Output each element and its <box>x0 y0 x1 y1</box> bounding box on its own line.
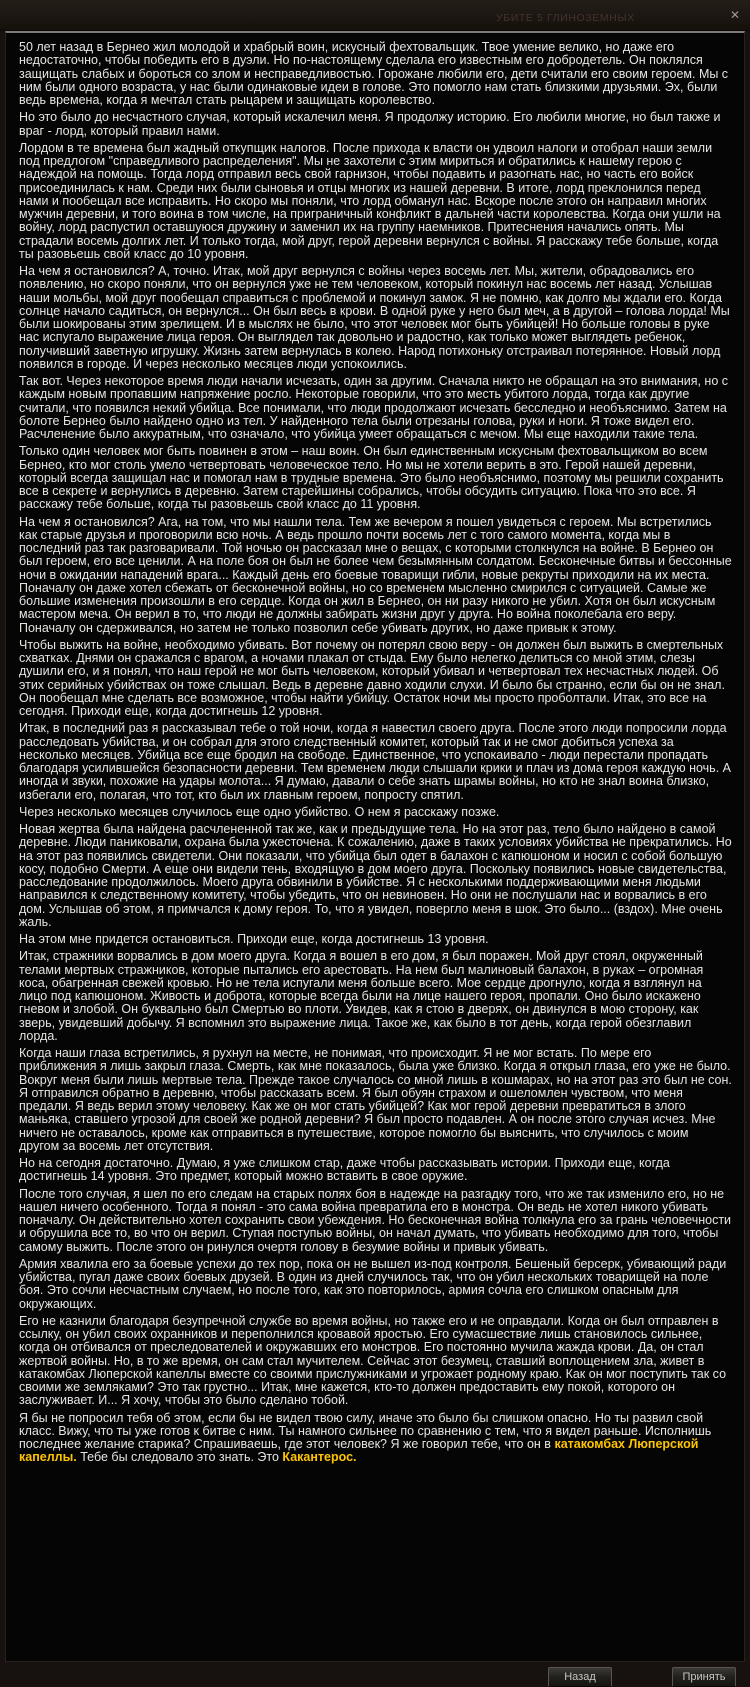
dialog-paragraph <box>19 806 732 819</box>
back-button[interactable]: Назад <box>548 1667 612 1687</box>
dialog-text-segment: На чем я остановился? Ага, на том, что мы нашли тела. Тем же вечером я пошел увидеться с героем. Мы встретились как старые друзья и проговорили всю ночь. А ведь прошло почти восемь лет с того самого момента, когда мы в последний раз так разговаривали. Той ночью он рассказал мне о вещах, с которыми столкнулся на войне. В Бернео он был героем, его все ценили. А на поле боя он был не более чем безымянным солдатом. Бесконечные битвы и бессонные ночи в ожидании нападений врага... Каждый день его боевые товарищи гибли, новые рекруты приходили на их места. Поначалу он даже хотел сбежать от бесконечной войны, но со временем мысленно смирился с ситуацией. Самые же большие изменения произошли в его сердце. Когда он жил в Бернео, он ни разу никого не убил. Хотя он был искусным мастером меча. Он верил в то, что люди не должны забирать жизни друг у друга. Но война поколебала его веру. Поначалу он сдерживался, но затем не только позволил себе убивать других, но даже привык к этому. <box>19 514 732 635</box>
dialog-panel <box>5 31 745 1662</box>
dialog-text-segment: Так вот. Через некоторое время люди начали исчезать, один за другим. Сначала никто не обращал на это внимания, но с каждым новым пропавшим напряжение росло. Некоторые говорили, что это месть убитого лорда, тогда как другие считали, что появился некий убийца. Все понимали, что люди продолжают исчезать бесследно и необъяснимо. Затем на болоте Бернео было найдено одно из тел. У найденного тела были отрезаны голова, руки и ноги. Я тоже видел его. Расчленение было аккуратным, что означало, что убийца умеет обращаться с мечом. Мы еще находили такие тела. <box>19 374 728 441</box>
dialog-text-segment: После того случая, я шел по его следам на старых полях боя в надежде на разгадку того, что же так изменило его, но не нашел ничего особенного. Тогда я понял - это сама война превратила его в монстра. Он ведь не хотел никого убивать поначалу. Он действительно хотел сохранить свои убеждения. Но бесконечная война толкнула его за грань человечности и обрушила все то, во что он верил. Ступая поступью войны, он начал думать, что убивать необходимо для того, чтобы самому выжить. После этого он ринулся очертя голову в безумие войны и привык убивать. <box>19 1186 732 1254</box>
dialog-text-segment: Итак, в последний раз я рассказывал тебе о той ночи, когда я навестил своего друга. После этого люди попросили лорда расследовать убийства, и он собрал для этого следственный комитет, который так и не смог добиться успеха за несколько месяцев. Убийца все еще бродил на свободе. Единственное, что успокаивало - люди перестали пропадать благодаря усилившейся безопасности деревни. Тем временем люди слышали крики и плач из дома героя каждую ночь. А иногда и звуки, похожие на удары молота... Я думаю, давали о себе знать шрамы войны, но кто не знал воина близко, избегали его, полагая, что тот, кто был их главным героем, попросту спятил. <box>19 721 731 802</box>
quest-keyword-link[interactable]: катакомбах Люперской капеллы. <box>19 1437 699 1465</box>
dialog-text-segment: Армия хвалила его за боевые успехи до тех пор, пока он не вышел из-под контроля. Бешеный берсерк, убивающий ради убийства, пугал даже своих боевых друзей. В один из дней случилось так, что он убил нескольких товарищей на поле боя. Это сочли несчастным случаем, но после того, как это повторилось, армия сочла его слишком опасным для окружающих. <box>19 1256 727 1311</box>
dialog-text-segment: Чтобы выжить на войне, необходимо убивать. Вот почему он потерял свою веру - он должен был выжить в смертельных схватках. Днями он сражался с врагом, а ночами плакал от стыда. Ему было нелегко делиться со мной этим, слезы душили его, и я понял, что наш герой не мог быть человеком, который убивал и четвертовал тех несчастных людей. Об этих серийных убийствах он тоже слышал. Ведь в деревне давно ходили слухи. И было бы странно, если бы он не знал. Он пообещал мне сделать все возможное, чтобы найти убийцу. Остаток ночи мы просто проболтали. Итак, это все на сегодня. Приходи еще, когда достигнешь 12 уровня. <box>19 637 725 718</box>
dialog-paragraph <box>19 142 732 261</box>
dialog-text-segment: Только один человек мог быть повинен в этом – наш воин. Он был единственным искусным фехтовальщиком во всем Бернео, кто мог столь умело четвертовать человеческое тело. Но мы не хотели верить в это. Герой нашей деревни, который всегда защищал нас и помогал нам в трудные времена. Это было необъяснимо, поэтому мы решили сохранить все в секрете и вернулись в деревню. Затем старейшины собрались, чтобы обсудить ситуацию. Пока что это все. Я расскажу тебе больше, когда ты разовьешь свой класс до 11 уровня. <box>19 444 724 512</box>
dialog-paragraph <box>19 111 732 138</box>
dialog-paragraph <box>19 639 732 719</box>
dialog-paragraph <box>19 1157 732 1184</box>
dialog-text-segment: Лордом в те времена был жадный откупщик налогов. После прихода к власти он удвоил налоги и отобрал наши земли под предлогом "справедливого распределения". Мы не захотели с этим мириться и обратились к нашему герою с надеждой на помощь. Тогда лорд отправил весь свой гарнизон, чтобы подавить и разогнать нас, но часть его войск присоединилась к нам. Среди них были сыновья и отцы многих из нашей деревни. В итоге, лорд преклонился перед нами и пообещал все исправить. Но скоро мы поняли, что лорд обманул нас. Вскоре после этого он направил многих мужчин деревни, и того воина в том числе, на приграничный конфликт в дальней части королевства. Когда они ушли на войну, лорд распустил оставшуюся дружину и заменил их на группу наемников. Притеснения начались опять. Мы страдали восемь долгих лет. И только тогда, мой друг, герой деревни вернулся с войны. Я расскажу тебе больше, когда ты разовьешь свой класс до 10 уровня. <box>19 140 721 261</box>
quest-keyword-link[interactable]: Какантерос. <box>282 1450 357 1465</box>
dialog-text-segment: Через несколько месяцев случилось еще одно убийство. О нем я расскажу позже. <box>19 804 500 819</box>
dialog-paragraph <box>19 722 732 802</box>
dialog-paragraph <box>19 41 732 107</box>
dialog-text-segment: Тебе бы следовало это знать. Это <box>76 1450 283 1465</box>
dialog-text-segment: Когда наши глаза встретились, я рухнул на месте, не понимая, что происходит. Я не мог встать. По мере его приближения я лишь закрыл глаза. Смерть, как мне показалось, была уже близко. Когда я открыл глаза, его уже не было. Вокруг меня были лишь мертвые тела. Прежде такое случалось со мной лишь в кошмарах, но на этот раз это был не сон. Я отправился обратно в деревню, чтобы рассказать всем. Я был обуян страхом и ошеломлен чувством, что меня предали. Я ведь верил этому человеку. Как же он мог стать убийцей? Как мог герой деревни превратиться в злого маньяка, ставшего угрозой для своей же родной деревни? Я был просто подавлен. А он после этого случая исчез. Мне ничего не оставалось, кроме как отправиться в путешествие, которое помогло бы выяснить, что случилось с моим другом за восемь лет отсутствия. <box>19 1046 732 1153</box>
dialog-text-segment: Его не казнили благодаря безупречной службе во время войны, но также его и не оправдали. Когда он был отправлен в ссылку, он убил своих охранников и переполнился кровавой яростью. Его сумасшествие лишь становилось сильнее, когда он отбивался от преследователей и окружавших его монстров. Его постоянно мучила жажда крови. Да, он стал жертвой войны. Но, в то же время, он сам стал мучителем. Сейчас этот безумец, ставший воплощением зла, живет в катакомбах Люперской капеллы вместе со своими прислужниками и угрожает родному краю. Как он мог поступить так со своими же земляками? Это так грустно... Итак, мне кажется, кто-то должен предоставить ему покой, которого он заслуживает. И... Я хочу, чтобы это было сделано тобой. <box>19 1313 727 1408</box>
dialog-paragraph <box>19 516 732 635</box>
dialog-paragraph <box>19 823 732 929</box>
dialog-text-segment: На чем я остановился? А, точно. Итак, мой друг вернулся с войны через восемь лет. Мы, жители, обрадовались его появлению, но скоро поняли, что он вернулся уже не тем человеком, который покинул нас восемь лет назад. Услышав наши мольбы, мой друг пообещал справиться с проблемой и покинул замок. Я не помню, как долго мы ждали его. Когда солнце начало садиться, он вернулся... Он был весь в крови. В одной руке у него был меч, а в другой – голова лорда! Мы были шокированы этим зрелищем. И в мыслях не было, что этот человек мог быть убийцей! Но больше головы в руке нас испугало выражение лица героя. Он выглядел так довольно и радостно, как только может выглядеть ребенок, получивший заветную игрушку. Жизнь затем вернулась в колею. Народ потихоньку отстраивал потерянное. Новый лорд появился в городе. И через несколько месяцев люди успокоились. <box>19 264 730 371</box>
dialog-paragraph <box>19 445 732 511</box>
dialog-paragraph <box>19 933 732 946</box>
quest-window-titlebar <box>0 0 750 31</box>
dialog-text-segment: Но это было до несчастного случая, который искалечил меня. Я продолжу историю. Его любили многие, но был также и враг - лорд, который правил нами. <box>19 110 721 138</box>
dialog-paragraph <box>19 1258 732 1311</box>
dialog-text-segment: Новая жертва была найдена расчлененной так же, как и предыдущие тела. Но на этот раз, тело было найдено в самой деревне. Люди паниковали, охрана была ужесточена. К сожалению, даже в таких условиях убийства не прекратились. Но на этот раз появились свидетели. Они показали, что убийца был одет в балахон с капюшоном и носил с собой большую косу, подобно Смерти. А еще они видели тень, входящую в дом моего друга. Поскольку появились новые свидетельства, расследование продолжилось. Моего друга обвинили в убийстве. Я с несколькими поддерживающими меня людьми направился к следственному комитету, чтобы убедить, что он невиновен. Но они не послушали нас и ворвались в его дом. Услышав об этом, я примчался к дому героя. То, что я увидел, повергло меня в шок. Это было... (вздох). Мне очень жаль. <box>19 822 732 929</box>
dialog-paragraph <box>19 1188 732 1254</box>
dialog-text-segment: 50 лет назад в Бернео жил молодой и храбрый воин, искусный фехтовальщик. Твое умение велико, но даже его недостаточно, чтобы победить его в дуэли. Но по-настоящему сделала его известным его добродетель. Он поклялся защищать слабых и бороться со злом и несправедливостью. Горожане любили его, дети считали его своим героем. Мы с ним были одного возраста, у нас были одинаковые идеи в голове. Это помогло нам стать близкими друзьями. Эх, были ведь времена, когда я мечтал стать рыцарем и защищать королевство. <box>19 40 729 107</box>
dialog-text-segment: Я бы не попросил тебя об этом, если бы не видел твою силу, иначе это было бы слишком опасно. Но ты развил свой класс. Вижу, что ты уже готов к битве с ним. Ты намного сильнее по сравнению с тем, что я видел раньше. Исполнишь последнее желание старика? Спрашиваешь, где этот человек? Я же говорил тебе, что он в <box>19 1410 712 1451</box>
dialog-paragraph <box>19 375 732 441</box>
dialog-paragraph <box>19 265 732 371</box>
close-icon[interactable]: ✕ <box>729 8 741 22</box>
dialog-text-segment: Но на сегодня достаточно. Думаю, я уже слишком стар, даже чтобы рассказывать истории. Приходи еще, когда достигнешь 14 уровня. Это предмет, который можно вставить в свое оружие. <box>19 1156 670 1184</box>
dialog-paragraph <box>19 1412 732 1465</box>
dialog-text-segment: Итак, стражники ворвались в дом моего друга. Когда я вошел в его дом, я был поражен. Мой друг стоял, окруженный телами мертвых стражников, которые пытались его арестовать. На нем был малиновый балахон, в руках – огромная коса, обагренная свежей кровью. Но не тела испугали меня больше всего. Мое сердце дрогнуло, когда я взглянул на лицо под капюшоном. Живость и доброта, которые всегда были на лице нашего героя, пропали. Оно было искажено гневом и злобой. Он буквально был Смертью во плоти. Увидев, как я стою в дверях, он двинулся в мою сторону, как зверь, увидевший добычу. Я вспомнил это выражение лица. Такое же, как было в тот день, когда герой обезглавил лорда. <box>19 949 704 1043</box>
quest-window-title: УБИТЕ 5 ГЛИНОЗЕМНЫХ <box>496 12 635 24</box>
dialog-text-segment: На этом мне придется остановиться. Приходи еще, когда достигнешь 13 уровня. <box>19 932 489 946</box>
dialog-paragraph <box>19 950 732 1043</box>
dialog-paragraph <box>19 1315 732 1408</box>
dialog-paragraph <box>19 1047 732 1153</box>
dialog-text <box>19 41 732 1465</box>
accept-button[interactable]: Принять <box>672 1667 736 1687</box>
